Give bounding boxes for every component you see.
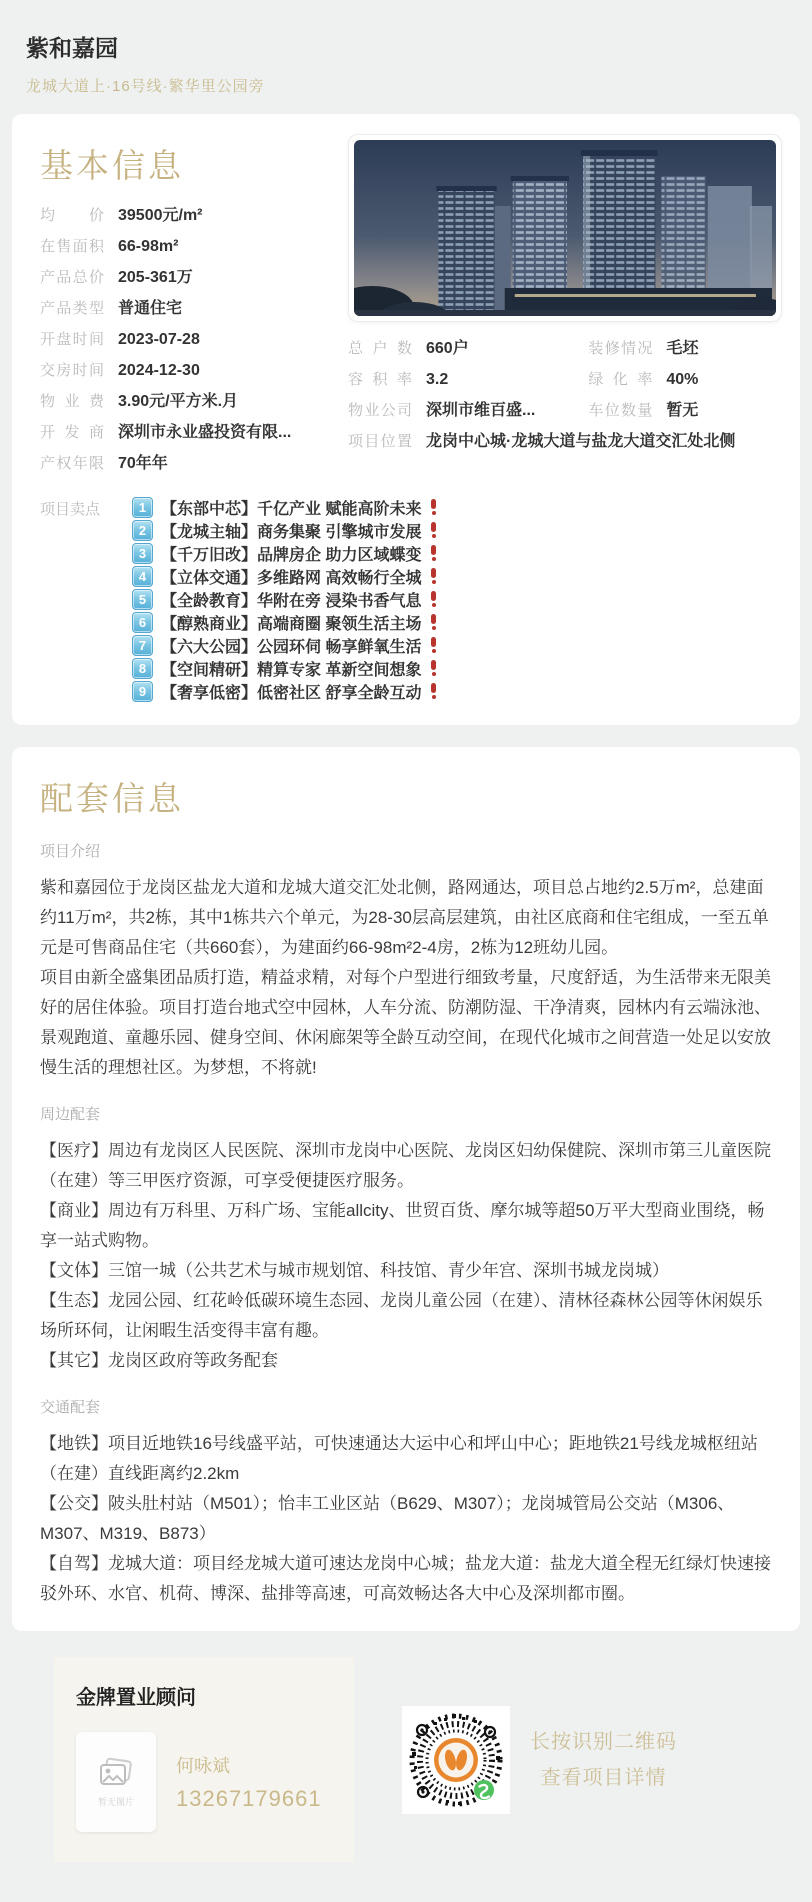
number-badge-icon: 7 xyxy=(132,635,153,656)
field-row-tenure xyxy=(40,453,330,474)
field-label: 产品总价 xyxy=(40,269,104,286)
basic-info-left-column xyxy=(30,134,330,484)
field-value: 70年年 xyxy=(118,455,168,472)
agent-avatar-placeholder xyxy=(76,1732,156,1832)
amenities-body xyxy=(30,840,782,1609)
field-value: 龙岗中心城·龙城大道与盐龙大道交汇处北侧 xyxy=(426,433,736,450)
qr-section xyxy=(402,1706,677,1814)
field-row-delivery-date xyxy=(40,360,330,381)
project-intro-paragraph-2: 项目由新全盛集团品质打造，精益求精，对每个户型进行细致考量，尺度舒适，为生活带来无限美好的居住体验。项目打造台地式空中园林，人车分流、防潮防湿、干净清爽，园林内有云端泳池、景观跑道、童趣乐园、健身空间、休闲廊架等全龄互动空间，在现代化城市之间营造一处足以安放慢生活的理想社区。为梦想，不将就! xyxy=(40,968,771,1077)
property-photo[interactable] xyxy=(348,134,782,322)
selling-point-text: 【东部中芯】千亿产业 赋能高阶未来 xyxy=(161,500,422,518)
traffic-driving: 【自驾】龙城大道：项目经龙城大道可速达龙岗中心城；盐龙大道：盐龙大道全程无红绿灯快速接驳外环、水官、机荷、博深、盐排等高速，可高效畅达各大中心及深圳都市圈。 xyxy=(40,1554,771,1603)
exclamation-icon xyxy=(431,637,436,653)
field-value: 3.2 xyxy=(426,371,449,388)
amenities-section-title: 配套信息 xyxy=(40,780,184,817)
field-value: 深圳市维百盛... xyxy=(426,402,536,419)
qr-tip-text xyxy=(530,1724,677,1796)
field-label: 绿化率 xyxy=(588,371,653,388)
exclamation-icon xyxy=(431,660,436,676)
mini-program-qr-icon xyxy=(406,1710,506,1810)
number-badge-icon: 9 xyxy=(132,681,153,702)
field-label: 容积率 xyxy=(348,371,412,388)
basic-info-grid xyxy=(30,134,782,484)
field-row-area xyxy=(40,236,330,257)
field-value: 3.90元/平方米.月 xyxy=(118,393,239,410)
traffic-subway: 【地铁】项目近地铁16号线盛平站，可快速通达大运中心和坪山中心；距地铁21号线龙城枢纽站（在建）直线距离约2.2km xyxy=(40,1434,758,1483)
basic-info-right-fields xyxy=(348,338,782,452)
selling-point-item xyxy=(132,542,782,564)
field-row-plot-ratio xyxy=(348,369,580,390)
field-label: 物业公司 xyxy=(348,402,412,419)
field-row-total-units xyxy=(348,338,580,359)
field-value: 暂无 xyxy=(666,402,699,419)
nearby-ecology: 【生态】龙园公园、红花岭低碳环境生态园、龙岗儿童公园（在建）、清林径森林公园等休闲娱乐场所环伺，让闲暇生活变得丰富有趣。 xyxy=(40,1291,763,1340)
page-footer xyxy=(0,1631,812,1902)
field-label: 在售面积 xyxy=(40,238,104,255)
no-photo-text: 暂无图片 xyxy=(97,1796,134,1807)
number-badge-icon: 8 xyxy=(132,658,153,679)
selling-point-item xyxy=(132,588,782,610)
field-value: 深圳市永业盛投资有限... xyxy=(118,424,292,441)
basic-info-section-title: 基本信息 xyxy=(40,147,184,184)
field-row-developer xyxy=(40,422,330,443)
selling-points-label: 项目卖点 xyxy=(40,501,101,518)
selling-point-item xyxy=(132,634,782,656)
number-badge-icon: 3 xyxy=(132,543,153,564)
agent-phone[interactable]: 13267179661 xyxy=(176,1786,322,1811)
project-intro-paragraph-1: 紫和嘉园位于龙岗区盐龙大道和龙城大道交汇处北侧，路网通达，项目总占地约2.5万m²，总建面约11万m²，共2栋，其中1栋共六个单元，为28-30层高层建筑，由社区底商和住宅组成，一至五单元是可售商品住宅（共660套），为建面约66-98m²2-4房，2栋为12班幼儿园。 xyxy=(40,878,769,957)
field-label: 产权年限 xyxy=(40,455,104,472)
field-label: 产品类型 xyxy=(40,300,104,317)
photo-placeholder-icon xyxy=(96,1757,136,1791)
exclamation-icon xyxy=(431,499,436,515)
traffic-bus: 【公交】陂头肚村站（M501）；怡丰工业区站（B629、M307）；龙岗城管局公交站（M306、M307、M319、B873） xyxy=(40,1494,735,1543)
agent-meta xyxy=(176,1752,322,1812)
selling-point-text: 【立体交通】多维路网 高效畅行全城 xyxy=(161,569,422,587)
field-row-management-co xyxy=(348,400,580,421)
field-label: 总户数 xyxy=(348,340,412,357)
nearby-other: 【其它】龙岗区政府等政务配套 xyxy=(40,1351,278,1370)
selling-point-text: 【六大公园】公园环伺 畅享鲜氧生活 xyxy=(161,638,422,656)
agent-name: 何咏斌 xyxy=(176,1756,230,1776)
field-label: 均价 xyxy=(40,207,104,224)
field-row-total-price xyxy=(40,267,330,288)
selling-point-item xyxy=(132,565,782,587)
number-badge-icon: 5 xyxy=(132,589,153,610)
exclamation-icon xyxy=(431,591,436,607)
basic-info-right-column xyxy=(348,134,782,484)
field-value: 205-361万 xyxy=(118,269,193,286)
field-row-parking xyxy=(588,400,782,421)
exclamation-icon xyxy=(431,683,436,699)
field-value: 普通住宅 xyxy=(118,300,183,317)
field-row-green-ratio xyxy=(588,369,782,390)
nearby-commercial: 【商业】周边有万科里、万科广场、宝能allcity、世贸百货、摩尔城等超50万平大型商业围绕，畅享一站式购物。 xyxy=(40,1201,765,1250)
number-badge-icon: 6 xyxy=(132,612,153,633)
selling-point-text: 【千万旧改】品牌房企 助力区域蝶变 xyxy=(161,546,422,564)
page-header xyxy=(0,0,812,114)
exclamation-icon xyxy=(431,522,436,538)
field-label: 项目位置 xyxy=(348,433,412,450)
page-title: 紫和嘉园 xyxy=(26,35,118,61)
traffic-facilities-label: 交通配套 xyxy=(40,1399,101,1416)
exclamation-icon xyxy=(431,614,436,630)
selling-point-text: 【醇熟商业】高端商圈 聚领生活主场 xyxy=(161,615,422,633)
selling-point-item xyxy=(132,657,782,679)
qr-code[interactable] xyxy=(402,1706,510,1814)
field-label: 开盘时间 xyxy=(40,331,104,348)
page-subtitle: 龙城大道上·16号线·繁华里公园旁 xyxy=(26,78,265,95)
field-value: 39500元/m² xyxy=(118,207,203,224)
selling-point-text: 【空间精研】精算专家 革新空间想象 xyxy=(161,661,422,679)
field-value: 660户 xyxy=(426,340,469,357)
exclamation-icon xyxy=(431,568,436,584)
consultant-card xyxy=(54,1657,354,1862)
selling-point-text: 【全龄教育】华附在旁 浸染书香气息 xyxy=(161,592,422,610)
field-row-product-type xyxy=(40,298,330,319)
field-value: 66-98m² xyxy=(118,238,179,255)
field-value: 2024-12-30 xyxy=(118,362,200,379)
number-badge-icon: 4 xyxy=(132,566,153,587)
project-intro-label: 项目介绍 xyxy=(40,843,101,860)
field-value: 40% xyxy=(666,371,699,388)
field-label: 装修情况 xyxy=(588,340,653,357)
selling-points xyxy=(30,496,782,703)
nearby-facilities-label: 周边配套 xyxy=(40,1106,101,1123)
field-value: 毛坯 xyxy=(666,340,699,357)
number-badge-icon: 1 xyxy=(132,497,153,518)
field-row-location xyxy=(348,431,782,452)
field-label: 开发商 xyxy=(40,424,104,441)
selling-point-item xyxy=(132,519,782,541)
consultant-title: 金牌置业顾问 xyxy=(76,1687,196,1709)
selling-point-item xyxy=(132,496,782,518)
agent-row xyxy=(76,1732,332,1832)
field-label: 交房时间 xyxy=(40,362,104,379)
field-label: 物业费 xyxy=(40,393,104,410)
qr-tip-line-2: 查看项目详情 xyxy=(540,1766,667,1789)
basic-info-card xyxy=(12,114,800,725)
field-value: 2023-07-28 xyxy=(118,331,200,348)
nearby-medical: 【医疗】周边有龙岗区人民医院、深圳市龙岗中心医院、龙岗区妇幼保健院、深圳市第三儿童医院（在建）等三甲医疗资源，可享受便捷医疗服务。 xyxy=(40,1141,771,1190)
selling-points-list xyxy=(132,496,782,703)
selling-point-text: 【龙城主轴】商务集聚 引擎城市发展 xyxy=(161,523,422,541)
property-rendering-image xyxy=(354,140,776,316)
selling-point-item xyxy=(132,611,782,633)
field-row-property-fee xyxy=(40,391,330,412)
nearby-culture: 【文体】三馆一城（公共艺术与城市规划馆、科技馆、青少年宫、深圳书城龙岗城） xyxy=(40,1261,669,1280)
selling-point-text: 【奢享低密】低密社区 舒享全龄互动 xyxy=(161,684,422,702)
field-row-avg-price xyxy=(40,205,330,226)
selling-point-item xyxy=(132,680,782,702)
field-row-open-date xyxy=(40,329,330,350)
qr-tip-line-1: 长按识别二维码 xyxy=(530,1730,677,1753)
field-row-decoration xyxy=(588,338,782,359)
amenities-card xyxy=(12,747,800,1631)
field-label: 车位数量 xyxy=(588,402,653,419)
exclamation-icon xyxy=(431,545,436,561)
number-badge-icon: 2 xyxy=(132,520,153,541)
